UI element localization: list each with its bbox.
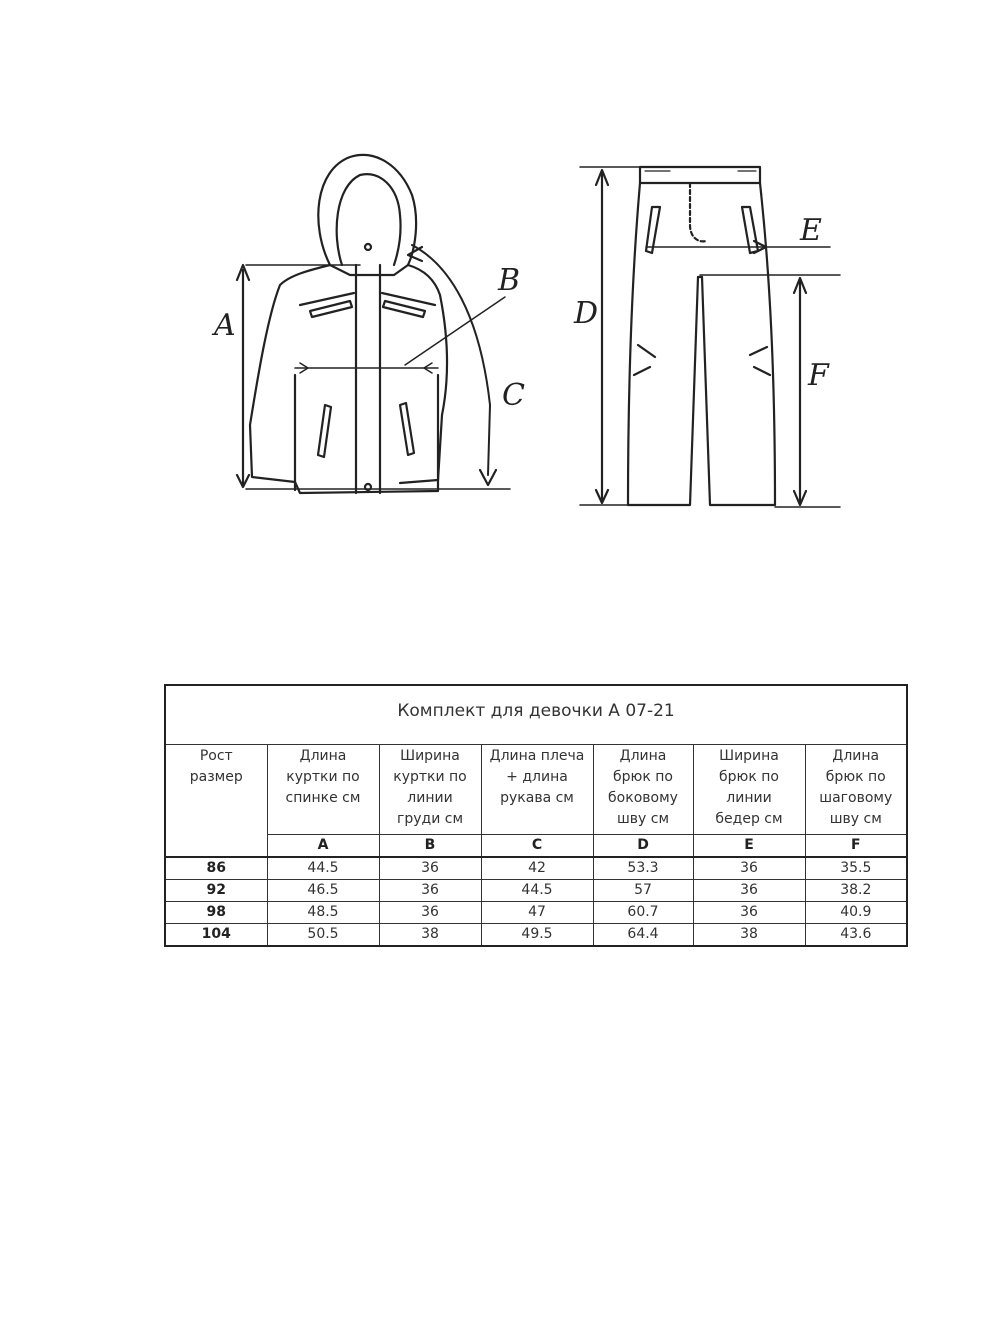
value-cell: 36	[379, 857, 481, 880]
value-cell: 46.5	[267, 880, 379, 902]
jacket-sketch	[237, 155, 510, 493]
size-diagram	[150, 75, 980, 675]
column-letter: F	[805, 835, 907, 858]
value-cell: 38.2	[805, 880, 907, 902]
table-row	[165, 880, 907, 902]
label-f: F	[808, 358, 829, 393]
label-b: B	[498, 263, 521, 298]
size-cell: 92	[165, 880, 267, 902]
table-row	[165, 857, 907, 880]
value-cell: 49.5	[481, 924, 593, 947]
label-d: D	[574, 296, 599, 331]
column-letter: C	[481, 835, 593, 858]
value-cell: 53.3	[593, 857, 693, 880]
label-c: C	[502, 378, 525, 413]
value-cell: 47	[481, 902, 593, 924]
table-title: Комплект для девочки А 07-21	[165, 685, 907, 745]
table-row	[165, 924, 907, 947]
column-header: Ширина брюк по линии бедер см	[693, 745, 805, 835]
size-table	[164, 684, 906, 947]
value-cell: 36	[693, 857, 805, 880]
column-header: Рост размер	[165, 745, 267, 858]
size-cell: 104	[165, 924, 267, 947]
value-cell: 64.4	[593, 924, 693, 947]
label-a: A	[214, 308, 236, 343]
value-cell: 38	[379, 924, 481, 947]
value-cell: 48.5	[267, 902, 379, 924]
column-header: Длина куртки по спинке см	[267, 745, 379, 835]
value-cell: 36	[379, 902, 481, 924]
column-letter: D	[593, 835, 693, 858]
value-cell: 36	[693, 902, 805, 924]
column-header: Ширина куртки по линии груди см	[379, 745, 481, 835]
size-cell: 86	[165, 857, 267, 880]
value-cell: 60.7	[593, 902, 693, 924]
value-cell: 40.9	[805, 902, 907, 924]
column-header: Длина брюк по шаговому шву см	[805, 745, 907, 835]
column-header: Длина брюк по боковому шву см	[593, 745, 693, 835]
size-cell: 98	[165, 902, 267, 924]
column-letter: B	[379, 835, 481, 858]
column-letter: E	[693, 835, 805, 858]
label-e: E	[800, 213, 822, 248]
column-letter: A	[267, 835, 379, 858]
value-cell: 44.5	[481, 880, 593, 902]
value-cell: 36	[379, 880, 481, 902]
value-cell: 38	[693, 924, 805, 947]
table-row	[165, 902, 907, 924]
value-cell: 35.5	[805, 857, 907, 880]
value-cell: 42	[481, 857, 593, 880]
value-cell: 36	[693, 880, 805, 902]
value-cell: 43.6	[805, 924, 907, 947]
value-cell: 44.5	[267, 857, 379, 880]
value-cell: 57	[593, 880, 693, 902]
column-header: Длина плеча + длина рукава см	[481, 745, 593, 835]
value-cell: 50.5	[267, 924, 379, 947]
